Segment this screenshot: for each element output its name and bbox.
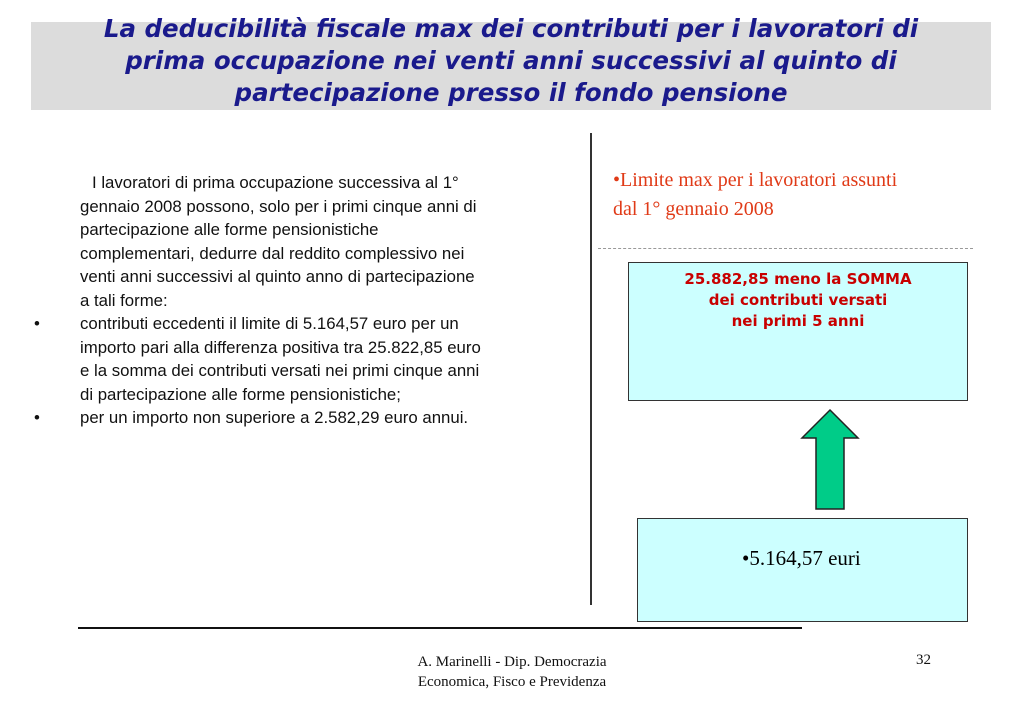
- footer-line: Economica, Fisco e Previdenza: [417, 674, 607, 690]
- title-line: La deducibilità fiscale max dei contributi per i lavoratori di: [103, 14, 919, 43]
- title-line: prima occupazione nei venti anni successivi al quinto di: [125, 46, 897, 75]
- heading-line: •Limite max per i lavoratori assunti: [613, 169, 898, 191]
- dashed-separator: [598, 248, 973, 249]
- intro-line: I lavoratori di prima occupazione successiva al 1°: [92, 173, 459, 192]
- footer-line: A. Marinelli - Dip. Democrazia: [417, 654, 607, 670]
- right-heading: [613, 166, 1013, 224]
- bullet-item: [30, 312, 590, 406]
- bullet-line: e la somma dei contributi versati nei primi cinque anni: [80, 361, 480, 380]
- title-line: partecipazione presso il fondo pensione: [234, 78, 788, 107]
- slide-title: [31, 13, 991, 109]
- heading-line: dal 1° gennaio 2008: [613, 198, 774, 220]
- bullet-line: importo pari alla differenza positiva tra 25.822,85 euro: [80, 337, 481, 357]
- bullet-line: contributi eccedenti il limite di 5.164,57 euro per un: [80, 314, 459, 333]
- box-line: nei primi 5 anni: [731, 312, 865, 330]
- left-text-panel: [30, 171, 590, 430]
- bullet-dot: •: [34, 408, 40, 427]
- footer-rule: [78, 627, 802, 629]
- box-line: 25.882,85 meno la SOMMA: [684, 270, 912, 288]
- bullet-item: [30, 406, 590, 430]
- intro-line: partecipazione alle forme pensionistiche: [80, 220, 379, 239]
- amount-text: •5.164,57 euri: [742, 546, 861, 570]
- bullet-line: per un importo non superiore a 2.582,29 euro annui.: [80, 408, 469, 427]
- intro-paragraph: [30, 171, 590, 312]
- box-line: dei contributi versati: [708, 291, 888, 309]
- vertical-divider: [590, 133, 592, 605]
- intro-line: venti anni successivi al quinto anno di partecipazione: [80, 267, 475, 286]
- intro-line: a tali forme:: [80, 290, 168, 310]
- footer-credit: [372, 652, 652, 692]
- page-number: 32: [916, 652, 931, 668]
- bullet-line: di partecipazione alle forme pensionistiche;: [80, 384, 401, 404]
- limit-formula-box: [628, 262, 968, 401]
- bullet-dot: •: [34, 314, 40, 333]
- arrow-up-icon: [800, 408, 860, 512]
- intro-line: gennaio 2008 possono, solo per i primi cinque anni di: [80, 196, 477, 216]
- intro-line: complementari, dedurre dal reddito complessivo nei: [80, 243, 465, 263]
